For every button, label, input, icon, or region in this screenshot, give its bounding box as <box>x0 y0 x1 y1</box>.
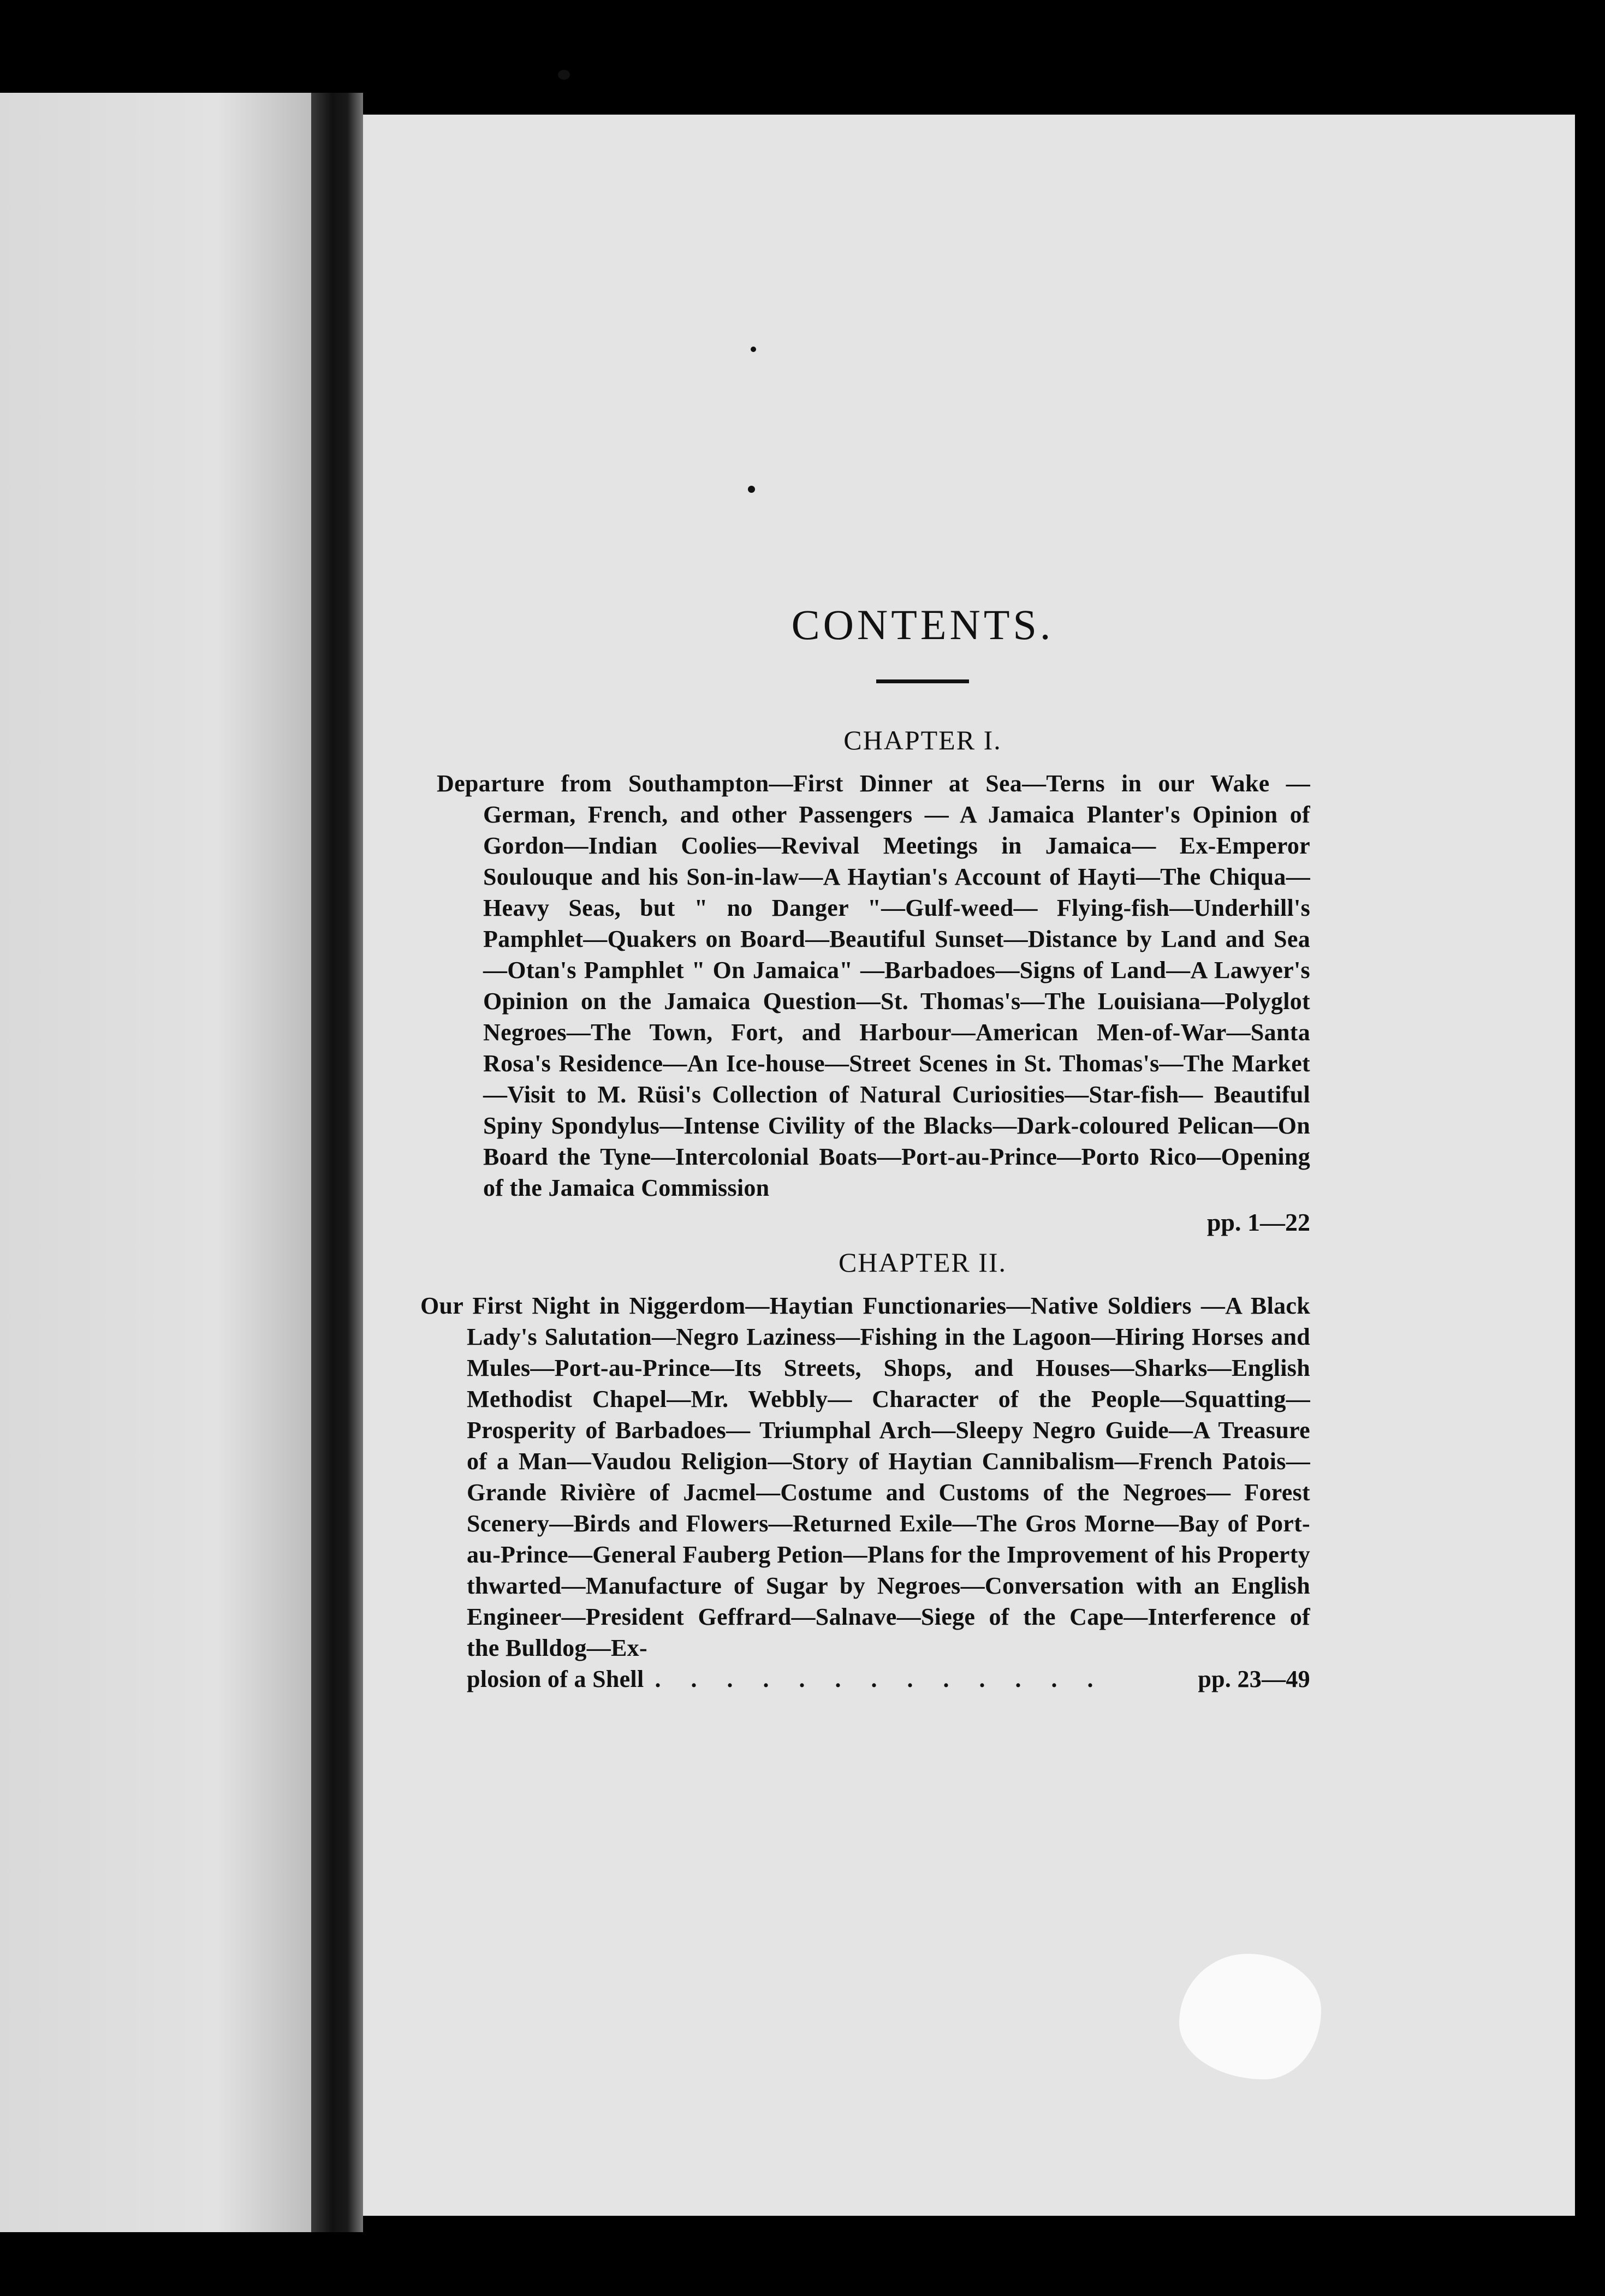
ink-speck <box>558 70 570 80</box>
chapter-2-heading: CHAPTER II. <box>838 1247 1007 1278</box>
chapter-2-summary: Our First Night in Niggerdom—Haytian Functionaries—Native Soldiers —A Black Lady's Salutation—Negro Laziness—Fishing in the Lagoon—Hiring Horses and Mules—Port-au-Prince—Its Streets, Shops, and Houses—Sharks—English Methodist Chapel—Mr. Webbly— Character of the People—Squatting—Prosperity of Barbadoes— Triumphal Arch—Sleepy Negro Guide—A Treasure of a Man—Vaudou Religion—Story of Haytian Cannibalism—French Patois— Grande Rivière of Jacmel—Costume and Customs of the Negroes— Forest Scenery—Birds and Flowers—Returned Exile—The Gros Morne—Bay of Port-au-Prince—General Fauberg Petion—Plans for the Improvement of his Property thwarted—Manufacture of Sugar by Negroes—Conversation with an English Engineer—President Geffrard—Salnave—Siege of the Cape—Interference of the Bulldog—Ex- <box>420 1292 1310 1661</box>
book-gutter <box>311 93 363 2232</box>
chapter-1-summary: Departure from Southampton—First Dinner at Sea—Terns in our Wake —German, French, and other Passengers — A Jamaica Planter's Opinion of Gordon—Indian Coolies—Revival Meetings in Jamaica— Ex-Emperor Soulouque and his Son-in-law—A Haytian's Account of Hayti—The Chiqua—Heavy Seas, but " no Danger "—Gulf-weed— Flying-fish—Underhill's Pamphlet—Quakers on Board—Beautiful Sunset—Distance by Land and Sea—Otan's Pamphlet " On Jamaica" —Barbadoes—Signs of Land—A Lawyer's Opinion on the Jamaica Question—St. Thomas's—The Louisiana—Polyglot Negroes—The Town, Fort, and Harbour—American Men-of-War—Santa Rosa's Residence—An Ice-house—Street Scenes in St. Thomas's—The Market—Visit to M. Rüsi's Collection of Natural Curiosities—Star-fish— Beautiful Spiny Spondylus—Intense Civility of the Blacks—Dark-coloured Pelican—On Board the Tyne—Intercolonial Boats—Port-au-Prince—Porto Rico—Opening of the Jamaica Commission <box>437 770 1310 1201</box>
ink-speck <box>751 347 756 352</box>
chapter-1-heading: CHAPTER I. <box>843 725 1002 755</box>
page-title: CONTENTS. <box>791 601 1054 648</box>
title-rule <box>876 679 969 683</box>
chapter-1-pages: pp. 1—22 <box>1206 1208 1310 1236</box>
dot-leader: . . . . . . . . . . . . . <box>655 1666 1105 1692</box>
chapter-2-pages: pp. 23—49 <box>1198 1666 1310 1692</box>
chapter-2-last-line: plosion of a Shell <box>467 1666 644 1692</box>
paper-damage-spot <box>1179 1954 1321 2079</box>
ink-speck <box>748 486 755 493</box>
left-page-edge <box>0 93 311 2232</box>
chapter-2-final-line <box>420 1663 1310 1695</box>
contents-text <box>420 600 1310 1695</box>
